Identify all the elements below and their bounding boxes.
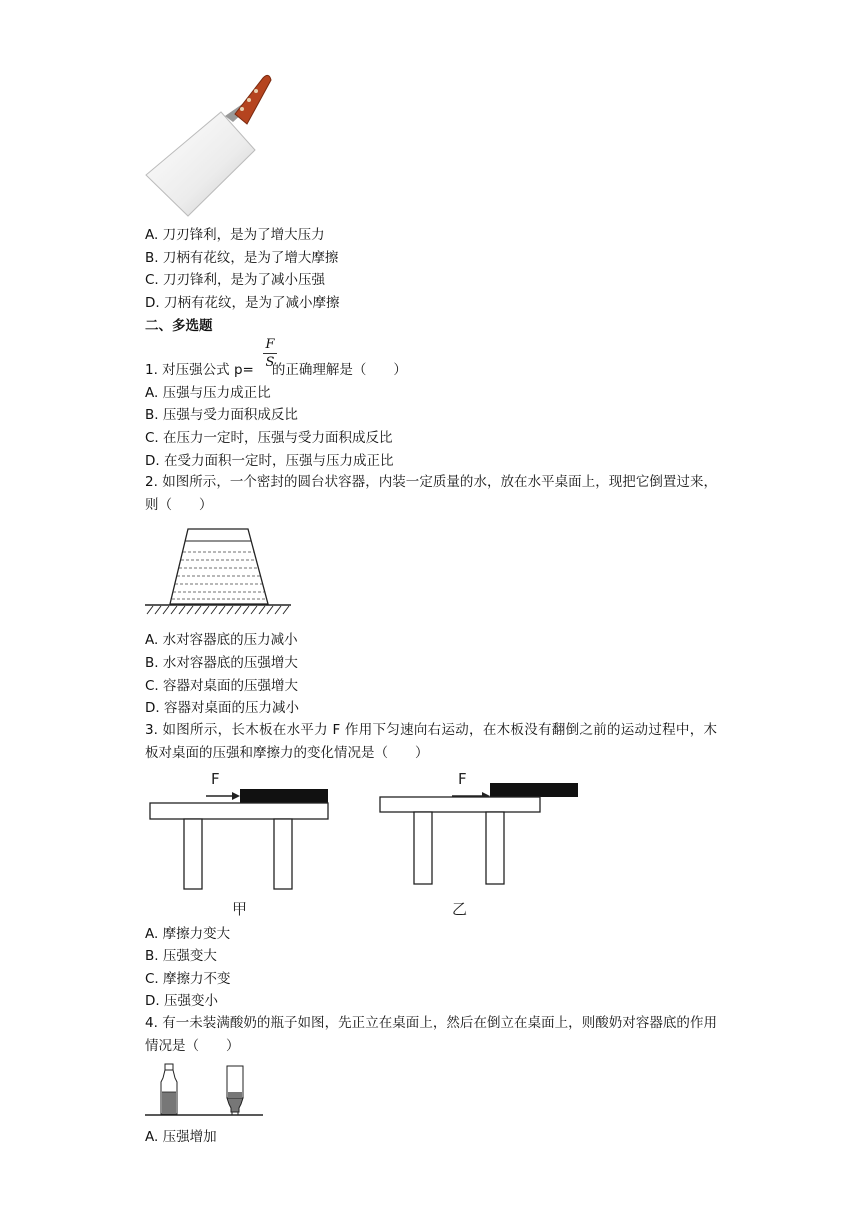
knife-figure: [143, 70, 273, 224]
option-b: B. 刀柄有花纹，是为了增大摩擦: [145, 250, 339, 266]
q1-option-d: D. 在受力面积一定时，压强与压力成正比: [145, 453, 394, 469]
q3-option-d: D. 压强变小: [145, 993, 218, 1009]
force-label-a: F: [211, 770, 220, 788]
q1-option-c: C. 在压力一定时，压强与受力面积成反比: [145, 430, 393, 446]
q1-option-b: B. 压强与受力面积成反比: [145, 407, 298, 423]
table-figure-yi: [378, 768, 583, 922]
q2-option-d: D. 容器对桌面的压力减小: [145, 700, 299, 716]
option-d: D. 刀柄有花纹，是为了减小摩擦: [145, 295, 340, 311]
pressure-formula-fraction: [263, 337, 277, 370]
q4-stem: 4. 有一未装满酸奶的瓶子如图，先正立在桌面上，然后在倒立在桌面上，则酸奶对容器底的作用情况是（ ）: [145, 1015, 717, 1054]
option-a: A. 刀刃锋利，是为了增大压力: [145, 227, 325, 243]
bottles-figure: [143, 1062, 268, 1126]
q1-stem-post: 的正确理解是（ ）: [271, 362, 407, 378]
option-c: C. 刀刃锋利，是为了减小压强: [145, 272, 326, 288]
q3-option-c: C. 摩擦力不变: [145, 971, 231, 987]
table-figure-jia: [148, 768, 333, 922]
q1-stem-pre: 1. 对压强公式 p=: [145, 362, 254, 378]
q2-option-a: A. 水对容器底的压力减小: [145, 632, 298, 648]
q2-option-b: B. 水对容器底的压强增大: [145, 655, 298, 671]
q1-option-a: A. 压强与压力成正比: [145, 385, 271, 401]
q2-option-c: C. 容器对桌面的压强增大: [145, 678, 299, 694]
frac-numerator: F: [265, 337, 275, 352]
q3-option-a: A. 摩擦力变大: [145, 926, 231, 942]
q4-option-a: A. 压强增加: [145, 1129, 217, 1145]
section-title: 二、多选题: [145, 318, 213, 334]
frac-denominator: S: [265, 355, 275, 370]
q3-stem: 3. 如图所示，长木板在水平力 F 作用下匀速向右运动，在木板没有翻倒之前的运动过程中，木板对桌面的压强和摩擦力的变化情况是（ ）: [145, 722, 717, 761]
caption-jia: 甲: [232, 900, 248, 918]
force-label-b: F: [458, 770, 467, 788]
caption-yi: 乙: [452, 900, 468, 918]
q2-stem: 2. 如图所示，一个密封的圆台状容器，内装一定质量的水，放在水平桌面上，现把它倒置过来，则（ ）: [145, 474, 717, 513]
container-figure: [143, 524, 293, 620]
q3-option-b: B. 压强变大: [145, 948, 217, 964]
